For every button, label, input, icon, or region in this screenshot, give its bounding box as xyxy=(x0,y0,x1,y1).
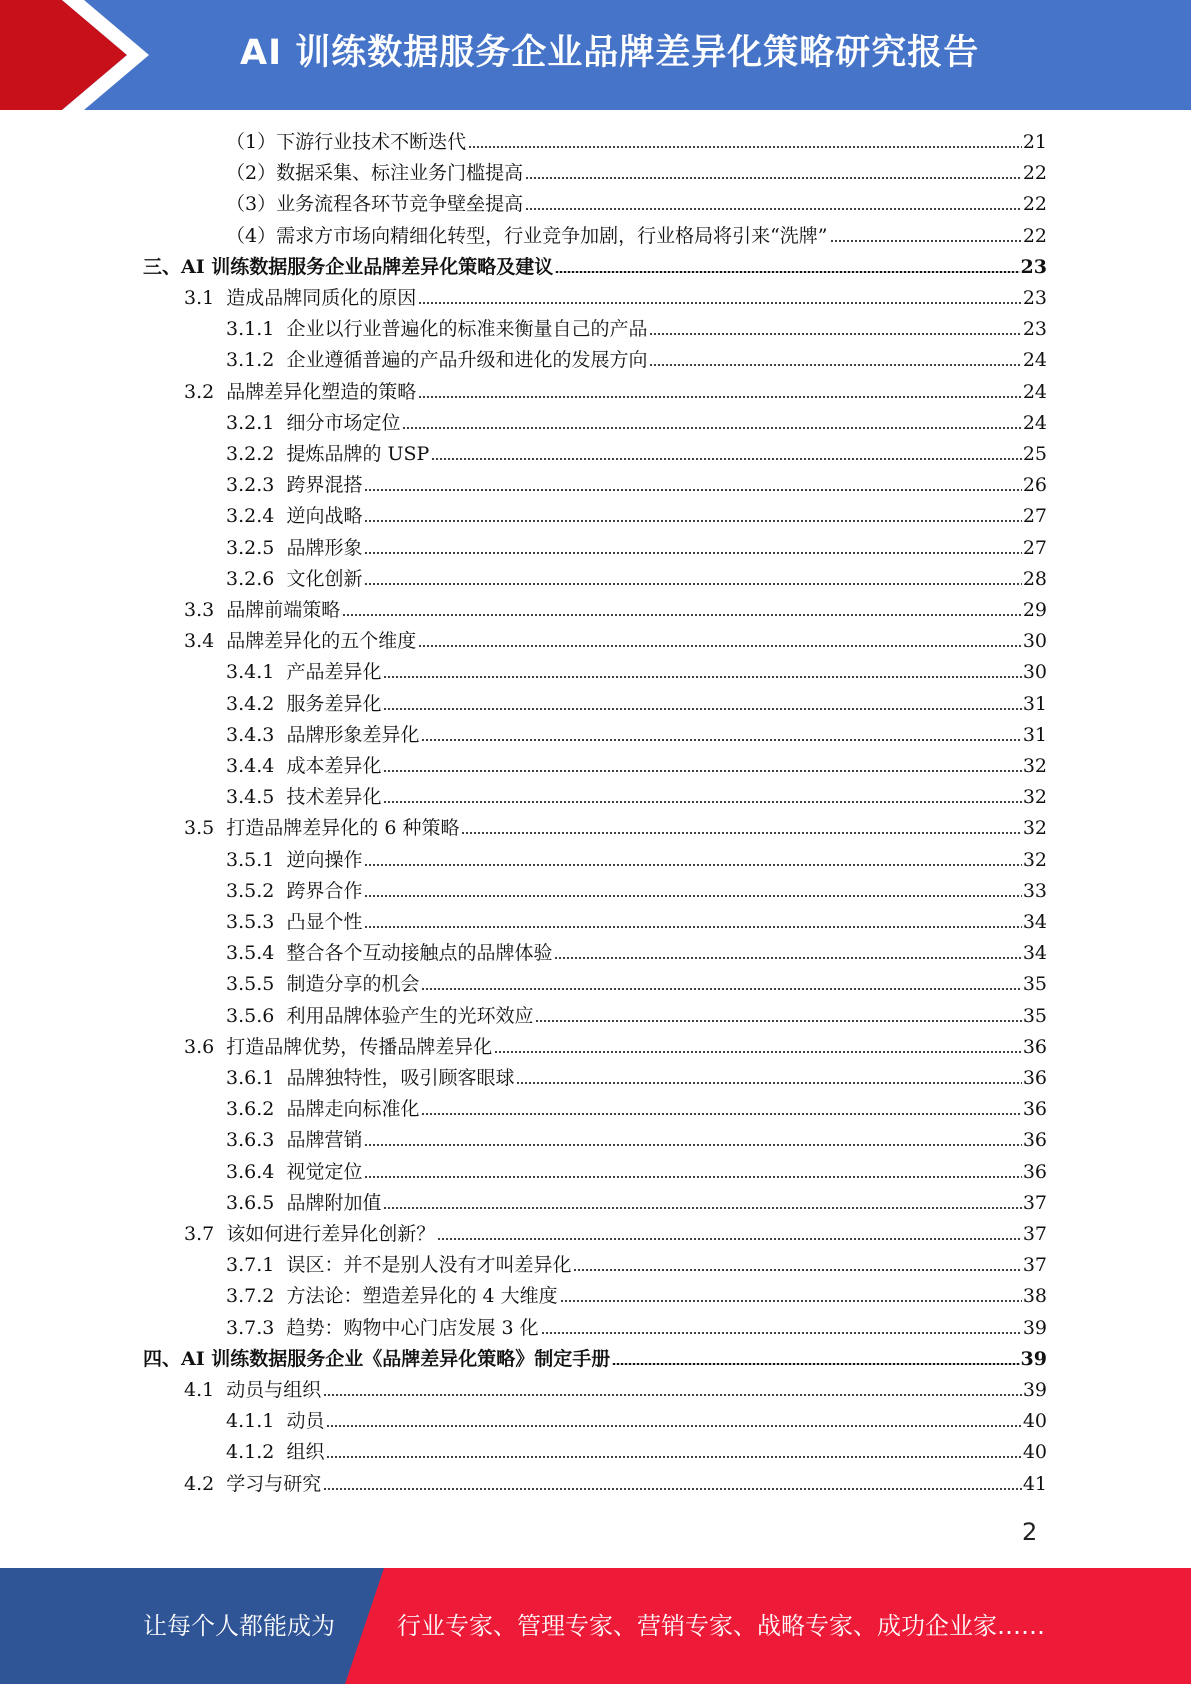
page-footer xyxy=(0,1568,1191,1684)
toc-entry-number: 3.1 xyxy=(184,287,227,309)
toc-entry-page: 31 xyxy=(1022,723,1047,746)
toc-dot-leader xyxy=(516,1082,1021,1084)
toc-entry[interactable] xyxy=(226,534,1047,562)
page-number: 2 xyxy=(1022,1518,1038,1546)
toc-entry[interactable] xyxy=(226,440,1047,468)
toc-entry-title: 品牌独特性，吸引顾客眼球 xyxy=(286,1067,515,1089)
toc-entry-title: 产品差异化 xyxy=(286,661,382,684)
toc-entry-number: 3.7.2 xyxy=(226,1285,287,1308)
toc-dot-leader xyxy=(535,1020,1021,1022)
toc-entry-number: 4.1.2 xyxy=(226,1441,287,1464)
toc-entry-title: 打造品牌优势，传播品牌差异化 xyxy=(226,1035,493,1058)
toc-entry[interactable] xyxy=(184,814,1047,842)
toc-dot-leader xyxy=(418,645,1022,647)
toc-entry-number: 3.2.3 xyxy=(226,474,287,497)
toc-entry[interactable] xyxy=(184,378,1047,406)
toc-entry[interactable] xyxy=(226,471,1047,499)
toc-dot-leader xyxy=(612,1363,1019,1365)
toc-entry[interactable] xyxy=(226,1251,1047,1279)
toc-entry[interactable] xyxy=(226,1438,1047,1466)
toc-entry-page: 23 xyxy=(1022,318,1047,341)
toc-entry-title: 品牌形象差异化 xyxy=(286,723,420,746)
toc-entry-number: 3.5.2 xyxy=(226,879,287,902)
toc-entry[interactable] xyxy=(226,1158,1047,1186)
toc-entry[interactable] xyxy=(226,721,1047,749)
toc-dot-leader xyxy=(323,1394,1022,1396)
toc-entry-page: 23 xyxy=(1022,287,1047,309)
toc-entry-number: （3） xyxy=(226,193,277,216)
toc-dot-leader xyxy=(830,240,1022,242)
toc-entry-title: 下游行业技术不断迭代 xyxy=(276,131,467,153)
toc-entry-title: 品牌走向标准化 xyxy=(286,1098,420,1121)
toc-entry-number: 3.5.4 xyxy=(226,942,287,965)
toc-entry-number: （1） xyxy=(226,131,277,153)
toc-entry[interactable] xyxy=(184,1470,1047,1498)
toc-entry-title: 视觉定位 xyxy=(286,1160,363,1183)
toc-entry-number: 3.4.2 xyxy=(226,692,287,715)
toc-entry-page: 24 xyxy=(1022,349,1047,372)
toc-dot-leader xyxy=(418,302,1022,304)
toc-dot-leader xyxy=(364,583,1021,585)
toc-entry[interactable] xyxy=(226,1189,1047,1217)
toc-entry-page: 36 xyxy=(1022,1098,1047,1121)
toc-entry-title: 文化创新 xyxy=(286,567,363,590)
toc-entry-title: 品牌差异化塑造的策略 xyxy=(226,380,417,403)
toc-entry-number: 四、 xyxy=(143,1347,182,1370)
toc-entry[interactable] xyxy=(226,502,1047,530)
toc-entry-title: 造成品牌同质化的原因 xyxy=(226,287,417,309)
toc-dot-leader xyxy=(402,427,1021,429)
toc-entry[interactable] xyxy=(226,970,1047,998)
toc-entry-number: 3.7.3 xyxy=(226,1316,287,1339)
toc-entry-number: 3.2.5 xyxy=(226,536,287,559)
toc-entry-page: 36 xyxy=(1022,1160,1047,1183)
toc-entry-number: 3.5.1 xyxy=(226,848,287,871)
toc-entry[interactable] xyxy=(143,253,1047,281)
toc-entry-page: 24 xyxy=(1022,380,1047,403)
toc-entry-page: 38 xyxy=(1022,1285,1047,1308)
toc-entry-title: 利用品牌体验产生的光环效应 xyxy=(286,1004,534,1027)
toc-entry-page: 30 xyxy=(1022,661,1047,684)
toc-entry-number: 3.6.1 xyxy=(226,1067,287,1089)
toc-entry-page: 25 xyxy=(1022,443,1047,465)
toc-entry-number: 3.6 xyxy=(184,1035,227,1058)
toc-entry-title: 组织 xyxy=(286,1441,325,1464)
toc-dot-leader xyxy=(364,520,1021,522)
toc-entry-title: 提炼品牌的 USP xyxy=(286,443,430,465)
toc-dot-leader xyxy=(364,895,1021,897)
toc-entry-title: AI 训练数据服务企业《品牌差异化策略》制定手册 xyxy=(181,1347,611,1370)
toc-entry[interactable] xyxy=(226,846,1047,874)
toc-entry-title: 成本差异化 xyxy=(286,755,382,777)
toc-entry[interactable] xyxy=(226,190,1047,218)
toc-entry[interactable] xyxy=(226,1314,1047,1342)
toc-entry[interactable] xyxy=(184,284,1047,312)
toc-dot-leader xyxy=(573,1269,1021,1271)
toc-entry-number: 三、 xyxy=(143,255,182,278)
toc-entry-page: 39 xyxy=(1020,1347,1047,1370)
toc-entry-number: 3.2.1 xyxy=(226,411,287,434)
toc-entry-page: 40 xyxy=(1022,1410,1047,1433)
toc-entry[interactable] xyxy=(226,1407,1047,1435)
toc-dot-leader xyxy=(323,1488,1022,1490)
toc-dot-leader xyxy=(437,1238,1022,1240)
toc-dot-leader xyxy=(383,676,1021,678)
toc-dot-leader xyxy=(383,708,1021,710)
toc-dot-leader xyxy=(418,396,1022,398)
toc-entry-number: 4.1 xyxy=(184,1379,227,1401)
toc-entry[interactable] xyxy=(226,565,1047,593)
toc-entry-number: 3.4 xyxy=(184,630,227,653)
toc-entry-number: 3.2.2 xyxy=(226,443,287,465)
toc-dot-leader xyxy=(421,739,1021,741)
toc-entry-number: 3.1.1 xyxy=(226,318,287,341)
toc-entry-number: （4） xyxy=(226,224,277,247)
toc-entry-page: 37 xyxy=(1022,1223,1047,1245)
toc-entry-page: 26 xyxy=(1022,474,1047,497)
toc-entry[interactable] xyxy=(184,627,1047,655)
toc-entry-title: 方法论：塑造差异化的 4 大维度 xyxy=(286,1285,558,1308)
toc-dot-leader xyxy=(364,489,1021,491)
toc-entry-number: 3.6.3 xyxy=(226,1129,287,1152)
toc-entry-title: 动员与组织 xyxy=(226,1379,322,1401)
toc-entry-number: 3.5 xyxy=(184,817,227,840)
toc-entry[interactable] xyxy=(226,346,1047,374)
toc-entry-title: 打造品牌差异化的 6 种策略 xyxy=(226,817,460,840)
toc-dot-leader xyxy=(383,1207,1021,1209)
toc-entry-page: 32 xyxy=(1022,786,1047,809)
toc-entry-title: 制造分享的机会 xyxy=(286,973,420,996)
toc-entry[interactable] xyxy=(226,1002,1047,1030)
toc-dot-leader xyxy=(342,614,1022,616)
toc-entry-title: 技术差异化 xyxy=(286,786,382,809)
toc-entry-title: 凸显个性 xyxy=(286,911,363,933)
toc-entry-page: 39 xyxy=(1022,1379,1047,1401)
toc-entry[interactable] xyxy=(226,939,1047,967)
toc-entry-title: 服务差异化 xyxy=(286,692,382,715)
toc-dot-leader xyxy=(649,333,1021,335)
toc-entry[interactable] xyxy=(226,1126,1047,1154)
toc-entry-number: 3.4.1 xyxy=(226,661,287,684)
toc-entry[interactable] xyxy=(226,128,1047,156)
toc-entry[interactable] xyxy=(226,1095,1047,1123)
toc-dot-leader xyxy=(541,1332,1022,1334)
toc-entry-number: 3.3 xyxy=(184,599,227,621)
toc-entry-number: 3.1.2 xyxy=(226,349,287,372)
toc-entry-title: 企业以行业普遍化的标准来衡量自己的产品 xyxy=(286,318,648,341)
footer-slogan-left: 让每个人都能成为 xyxy=(143,1612,335,1640)
toc-entry-title: 逆向操作 xyxy=(286,848,363,871)
toc-dot-leader xyxy=(383,801,1021,803)
toc-entry[interactable] xyxy=(226,159,1047,187)
toc-dot-leader xyxy=(364,926,1021,928)
toc-entry-page: 32 xyxy=(1022,848,1047,871)
toc-entry-page: 36 xyxy=(1022,1129,1047,1152)
toc-entry-title: 需求方市场向精细化转型，行业竞争加剧，行业格局将引来“洗牌” xyxy=(276,224,828,247)
toc-entry-title: 业务流程各环节竞争壁垒提高 xyxy=(276,193,524,216)
toc-entry[interactable] xyxy=(226,222,1047,250)
toc-entry[interactable] xyxy=(184,596,1047,624)
toc-entry-page: 22 xyxy=(1022,193,1047,216)
page-header xyxy=(0,0,1191,110)
toc-entry-page: 22 xyxy=(1022,162,1047,185)
toc-dot-leader xyxy=(525,208,1022,210)
toc-entry-page: 32 xyxy=(1022,755,1047,777)
toc-entry-page: 34 xyxy=(1022,942,1047,965)
toc-entry-page: 37 xyxy=(1022,1191,1047,1214)
toc-entry-page: 33 xyxy=(1022,879,1047,902)
toc-entry-number: 3.6.2 xyxy=(226,1098,287,1121)
toc-entry-title: 学习与研究 xyxy=(226,1472,322,1495)
toc-entry-page: 39 xyxy=(1022,1316,1047,1339)
toc-entry-title: 动员 xyxy=(286,1410,325,1433)
toc-entry-page: 27 xyxy=(1022,536,1047,559)
toc-entry[interactable] xyxy=(226,908,1047,936)
toc-entry-title: 跨界混搭 xyxy=(286,474,363,497)
toc-entry-title: 误区：并不是别人没有才叫差异化 xyxy=(286,1254,572,1277)
toc-dot-leader xyxy=(555,271,1019,273)
toc-entry[interactable] xyxy=(226,783,1047,811)
toc-entry-number: 3.5.3 xyxy=(226,911,287,933)
toc-entry[interactable] xyxy=(184,1220,1047,1248)
toc-dot-leader xyxy=(431,458,1022,460)
toc-dot-leader xyxy=(649,364,1021,366)
toc-entry-number: 3.7.1 xyxy=(226,1254,287,1277)
toc-entry[interactable] xyxy=(226,658,1047,686)
toc-dot-leader xyxy=(326,1425,1021,1427)
toc-dot-leader xyxy=(421,1113,1021,1115)
toc-dot-leader xyxy=(461,832,1021,834)
toc-entry-title: 整合各个互动接触点的品牌体验 xyxy=(286,942,553,965)
toc-entry-number: 3.6.5 xyxy=(226,1191,287,1214)
toc-entry[interactable] xyxy=(184,1376,1047,1404)
toc-entry-number: 3.4.5 xyxy=(226,786,287,809)
toc-entry-page: 28 xyxy=(1022,567,1047,590)
toc-entry[interactable] xyxy=(143,1345,1047,1373)
toc-entry-number: 3.4.3 xyxy=(226,723,287,746)
toc-dot-leader xyxy=(364,552,1021,554)
toc-entry-number: 3.2.6 xyxy=(226,567,287,590)
toc-dot-leader xyxy=(468,146,1022,148)
toc-entry-page: 36 xyxy=(1022,1067,1047,1089)
toc-entry-page: 31 xyxy=(1022,692,1047,715)
toc-dot-leader xyxy=(560,1300,1022,1302)
toc-entry-page: 23 xyxy=(1020,255,1047,278)
toc-entry-title: 品牌差异化的五个维度 xyxy=(226,630,417,653)
toc-dot-leader xyxy=(421,988,1021,990)
toc-entry-number: 4.2 xyxy=(184,1472,227,1495)
toc-entry-number: 3.2.4 xyxy=(226,505,287,528)
toc-entry-page: 41 xyxy=(1022,1472,1047,1495)
toc-entry-page: 35 xyxy=(1022,1004,1047,1027)
toc-entry-number: 3.5.6 xyxy=(226,1004,287,1027)
toc-dot-leader xyxy=(364,1144,1021,1146)
toc-entry-page: 37 xyxy=(1022,1254,1047,1277)
toc-entry-page: 40 xyxy=(1022,1441,1047,1464)
toc-entry[interactable] xyxy=(226,752,1047,780)
toc-entry-title: 品牌营销 xyxy=(286,1129,363,1152)
toc-entry-page: 22 xyxy=(1022,224,1047,247)
toc-entry-page: 29 xyxy=(1022,599,1047,621)
toc-dot-leader xyxy=(554,957,1021,959)
toc-entry-number: 3.2 xyxy=(184,380,227,403)
toc-entry-number: 4.1.1 xyxy=(226,1410,287,1433)
toc-entry-page: 24 xyxy=(1022,411,1047,434)
toc-entry-number: （2） xyxy=(226,162,277,185)
toc-entry-title: 数据采集、标注业务门槛提高 xyxy=(276,162,524,185)
footer-slogan-right: 行业专家、管理专家、营销专家、战略专家、成功企业家…… xyxy=(397,1612,1045,1640)
toc-dot-leader xyxy=(364,1176,1021,1178)
toc-entry-title: 品牌前端策略 xyxy=(226,599,341,621)
toc-entry-title: 该如何进行差异化创新？ xyxy=(226,1223,436,1245)
toc-entry-page: 34 xyxy=(1022,911,1047,933)
toc-entry-page: 36 xyxy=(1022,1035,1047,1058)
toc-entry-title: 趋势：购物中心门店发展 3 化 xyxy=(286,1316,539,1339)
toc-entry-title: 品牌形象 xyxy=(286,536,363,559)
toc-entry-number: 3.7 xyxy=(184,1223,227,1245)
toc-entry-title: AI 训练数据服务企业品牌差异化策略及建议 xyxy=(181,255,554,278)
toc-dot-leader xyxy=(494,1051,1022,1053)
toc-entry-number: 3.5.5 xyxy=(226,973,287,996)
toc-entry-title: 逆向战略 xyxy=(286,505,363,528)
toc-entry-number: 3.6.4 xyxy=(226,1160,287,1183)
toc-entry-number: 3.4.4 xyxy=(226,755,287,777)
toc-entry[interactable] xyxy=(226,1064,1047,1092)
toc-entry-page: 35 xyxy=(1022,973,1047,996)
toc-dot-leader xyxy=(525,177,1022,179)
toc-entry-page: 32 xyxy=(1022,817,1047,840)
toc-entry[interactable] xyxy=(226,877,1047,905)
toc-dot-leader xyxy=(326,1456,1021,1458)
report-title: AI 训练数据服务企业品牌差异化策略研究报告 xyxy=(240,33,980,73)
toc-dot-leader xyxy=(383,770,1021,772)
toc-entry[interactable] xyxy=(226,690,1047,718)
toc-dot-leader xyxy=(364,864,1021,866)
toc-entry-title: 品牌附加值 xyxy=(286,1191,382,1214)
toc-entry[interactable] xyxy=(226,1282,1047,1310)
toc-entry-page: 21 xyxy=(1022,131,1047,153)
toc-entry-page: 27 xyxy=(1022,505,1047,528)
toc-entry-page: 30 xyxy=(1022,630,1047,653)
toc-entry-title: 企业遵循普遍的产品升级和进化的发展方向 xyxy=(286,349,648,372)
toc-entry-title: 细分市场定位 xyxy=(286,411,401,434)
toc-entry[interactable] xyxy=(226,409,1047,437)
toc-entry[interactable] xyxy=(226,315,1047,343)
toc-entry[interactable] xyxy=(184,1033,1047,1061)
toc-entry-title: 跨界合作 xyxy=(286,879,363,902)
